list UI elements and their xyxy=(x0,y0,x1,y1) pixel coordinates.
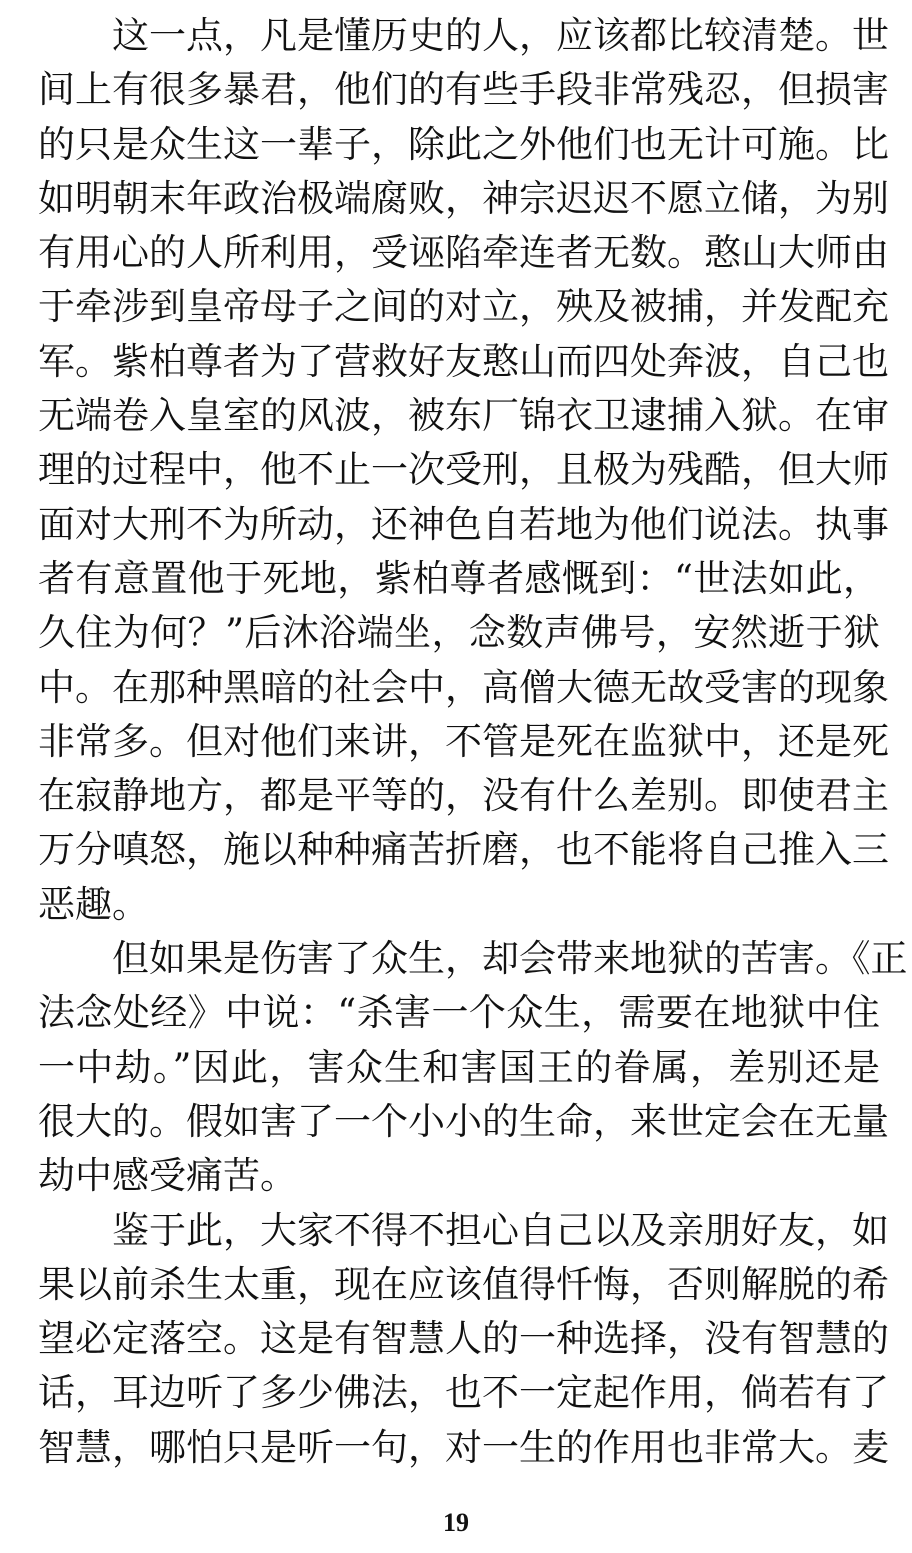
text-line: 无端卷入皇室的风波，被东厂锦衣卫逮捕入狱。在审 xyxy=(38,394,889,438)
text-line: 鉴于此，大家不得不担心自己以及亲朋好友，如 xyxy=(112,1208,889,1252)
text-line: 久住为何？”后沐浴端坐，念数声佛号，安然逝于狱 xyxy=(38,611,880,655)
text-line: 在寂静地方，都是平等的，没有什么差别。即使君主 xyxy=(38,774,889,818)
text-line: 中。在那种黑暗的社会中，高僧大德无故受害的现象 xyxy=(38,665,889,709)
text-line: 如明朝末年政治极端腐败，神宗迟迟不愿立储，为别 xyxy=(38,176,889,220)
text-line: 间上有很多暴君，他们的有些手段非常残忍，但损害 xyxy=(38,68,889,112)
paragraph-1 xyxy=(38,9,889,932)
text-line: 理的过程中，他不止一次受刑，且极为残酷，但大师 xyxy=(38,448,889,492)
text-line: 很大的。假如害了一个小小的生命，来世定会在无量 xyxy=(38,1099,889,1143)
text-line: 军。紫柏尊者为了营救好友憨山而四处奔波，自己也 xyxy=(38,339,889,383)
text-line: 者有意置他于死地，紫柏尊者感慨到：“世法如此， xyxy=(38,556,880,600)
text-line: 恶趣。 xyxy=(38,882,149,926)
text-line: 于牵涉到皇帝母子之间的对立，殃及被捕，并发配充 xyxy=(38,285,889,329)
page-number: 19 xyxy=(443,1508,469,1537)
text-line: 法念处经》中说：“杀害一个众生，需要在地狱中住 xyxy=(38,991,880,1035)
text-line: 有用心的人所利用，受诬陷牵连者无数。憨山大师由 xyxy=(38,231,889,275)
page-body xyxy=(38,9,908,1475)
text-line: 果以前杀生太重，现在应该值得忏悔，否则解脱的希 xyxy=(38,1262,889,1306)
text-line: 话，耳边听了多少佛法，也不一定起作用，倘若有了 xyxy=(38,1371,889,1415)
paragraph-3 xyxy=(38,1204,889,1475)
text-line: 这一点，凡是懂历史的人，应该都比较清楚。世 xyxy=(112,14,889,57)
text-line: 万分嗔怒，施以种种痛苦折磨，也不能将自己推入三 xyxy=(38,828,889,872)
text-line: 劫中感受痛苦。 xyxy=(38,1154,297,1198)
text-line: 的只是众生这一辈子，除此之外他们也无计可施。比 xyxy=(38,122,889,166)
text-line: 智慧，哪怕只是听一句，对一生的作用也非常大。麦 xyxy=(38,1425,889,1469)
paragraph-2 xyxy=(38,932,908,1203)
text-line: 一中劫。”因此，害众生和害国王的眷属，差别还是 xyxy=(38,1045,880,1089)
text-line: 望必定落空。这是有智慧人的一种选择，没有智慧的 xyxy=(38,1317,889,1361)
text-line: 非常多。但对他们来讲，不管是死在监狱中，还是死 xyxy=(38,719,889,763)
text-line: 但如果是伤害了众生，却会带来地狱的苦害。《正 xyxy=(112,937,908,981)
text-line: 面对大刑不为所动，还神色自若地为他们说法。执事 xyxy=(38,502,889,546)
